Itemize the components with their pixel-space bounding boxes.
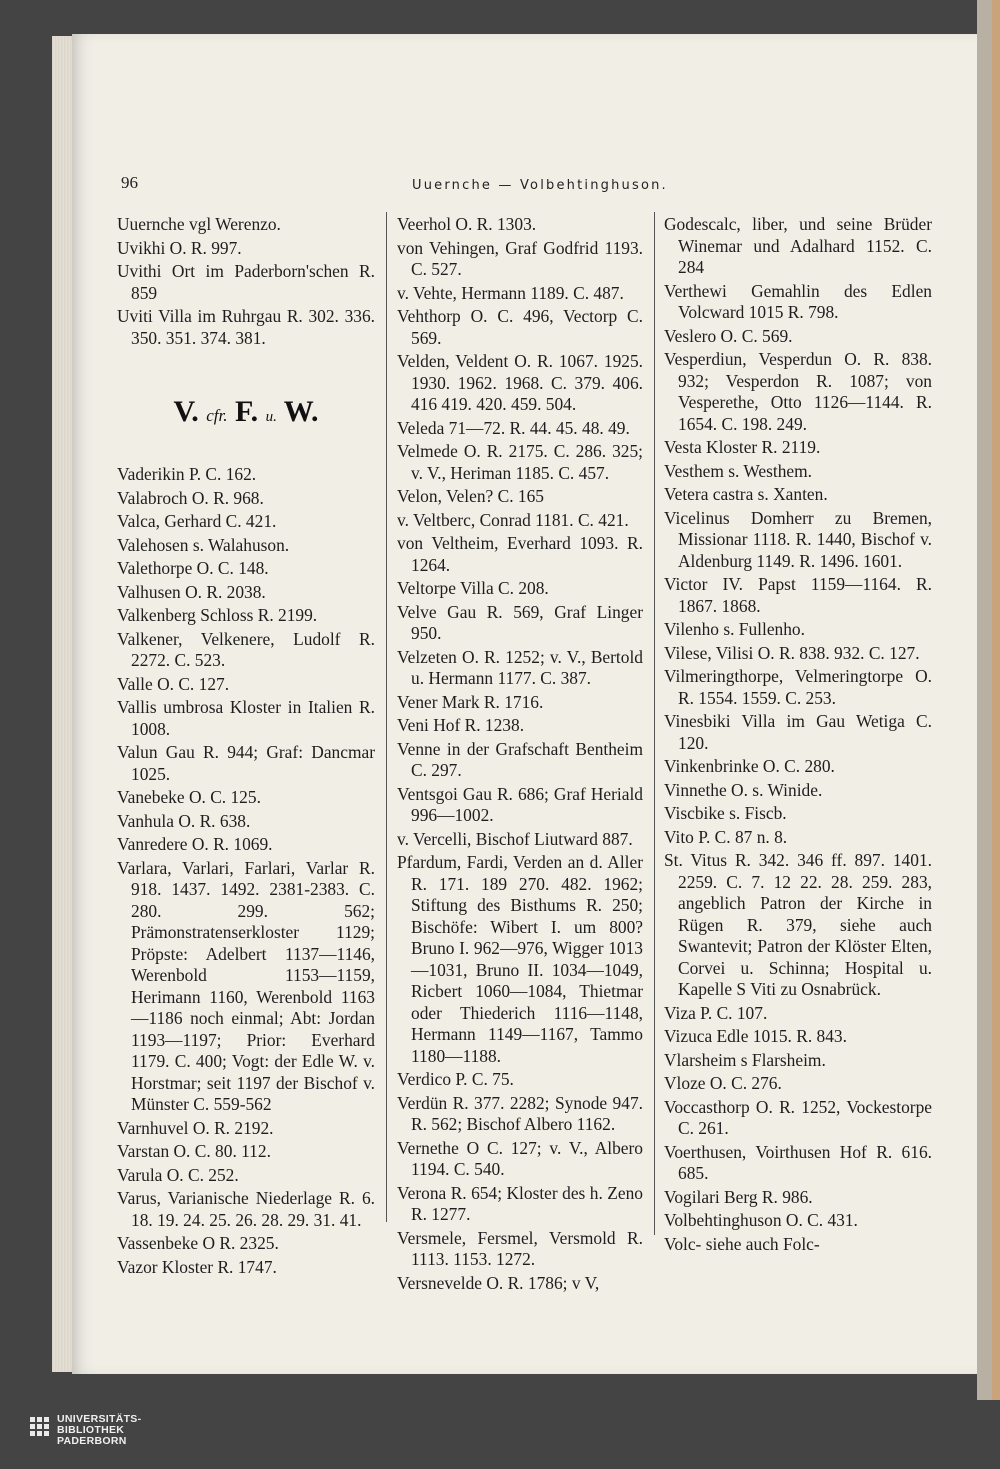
index-entry: Verdün R. 377. 2282; Synode 947. R. 562; Bischof Albero 1162.	[397, 1092, 643, 1134]
index-entry: Versnevelde O. R. 1786; v V,	[397, 1272, 600, 1293]
index-entry: Victor IV. Papst 1159—1164. R. 1867. 1868.	[664, 574, 932, 616]
index-entry: Vinesbiki Villa im Gau Wetiga C. 120.	[664, 711, 932, 753]
index-entry: Veni Hof R. 1238.	[397, 715, 525, 735]
index-entry: Vilese, Vilisi O. R. 838. 932. C. 127.	[664, 642, 920, 663]
index-entry: Vetera castra s. Xanten.	[664, 484, 828, 504]
index-entry: Vanebeke O. C. 125.	[117, 787, 261, 807]
index-entry: Vallis umbrosa Kloster in Italien R. 1008.	[117, 697, 375, 739]
index-entry: Valabroch O. R. 968.	[117, 487, 264, 508]
index-entry: Varus, Varianische Niederlage R. 6. 18. 19. 24. 25. 26. 28. 29. 31. 41.	[117, 1188, 375, 1230]
column-rule-left	[386, 212, 387, 1222]
column-left	[117, 214, 375, 1278]
index-entry: Viscbike s. Fiscb.	[664, 803, 787, 823]
index-entry: Vilenho s. Fullenho.	[664, 619, 805, 639]
page-number: 96	[121, 173, 138, 192]
index-entry: Vloze O. C. 276.	[664, 1073, 782, 1093]
index-entry: Vehthorp O. C. 496, Vectorp C. 569.	[397, 306, 643, 348]
index-entry: Vazor Kloster R. 1747.	[117, 1256, 277, 1277]
index-entry: Vito P. C. 87 n. 8.	[664, 826, 788, 847]
library-logo-mark	[30, 1417, 49, 1436]
index-entry: Verthewi Gemahlin des Edlen Volcward 1015 R. 798.	[664, 280, 932, 322]
library-logo-text	[57, 1414, 141, 1447]
section-heading	[117, 395, 375, 434]
index-entry: Varstan O. C. 80. 112.	[117, 1141, 271, 1161]
index-entry: Valkenberg Schloss R. 2199.	[117, 605, 318, 625]
index-entry: Valca, Gerhard C. 421.	[117, 511, 277, 531]
index-entry: Venne in der Grafschaft Bentheim C. 297.	[397, 738, 643, 780]
library-logo-line-3: PADERBORN	[57, 1435, 127, 1447]
index-entry: Varula O. C. 252.	[117, 1164, 239, 1185]
section-letter: V.	[173, 395, 199, 428]
index-entry: Valethorpe O. C. 148.	[117, 558, 269, 578]
index-entry: Volc- siehe auch Folc-	[664, 1233, 820, 1254]
index-entry: Uvithi Ort im Paderborn'schen R. 859	[117, 261, 375, 303]
index-entry: Valkener, Velkenere, Ludolf R. 2272. C. 523.	[117, 628, 375, 670]
index-entry: v. Vercelli, Bischof Liutward 887.	[397, 828, 633, 849]
index-entry: Voccasthorp O. R. 1252, Vockestorpe C. 261.	[664, 1096, 932, 1138]
library-logo-line-1: UNIVERSITÄTS-	[57, 1413, 142, 1425]
index-entry: Viza P. C. 107.	[664, 1002, 768, 1023]
index-entry: Veltorpe Villa C. 208.	[397, 578, 549, 598]
index-entry: Varlara, Varlari, Farlari, Varlar R. 918. 1437. 1492. 2381-2383. C. 280. 299. 562; Prämonstratenserkloster 1129; Pröpste: Adelbert 1137—1146, Werenbold 1153—1159, Herimann 1160, Werenbold 1163—1186 noch einmal; Abt: Jordan 1193—1197; Prior: Everhard 1179. C. 400; Vogt: der Edle W. v. Horstmar; seit 1197 der Bischof v. Münster C. 559-562	[117, 857, 375, 1114]
section-w: W.	[283, 395, 319, 428]
index-entry: von Vehingen, Graf Godfrid 1193. C. 527.	[397, 237, 643, 279]
section-cfr: cfr.	[206, 406, 228, 425]
index-entry: Varnhuvel O. R. 2192.	[117, 1117, 274, 1138]
index-entry: Verona R. 654; Kloster des h. Zeno R. 1277.	[397, 1182, 643, 1224]
index-entry: v. Vehte, Hermann 1189. C. 487.	[397, 282, 624, 303]
index-entry: Uuernche vgl Werenzo.	[117, 214, 281, 234]
index-entry: Versmele, Fersmel, Versmold R. 1113. 1153. 1272.	[397, 1227, 643, 1269]
index-entry: Volbehtinghuson O. C. 431.	[664, 1210, 858, 1230]
column-right	[664, 214, 932, 1255]
column-left-top-entries	[117, 214, 375, 349]
index-entry: Godescalc, liber, und seine Brüder Winemar und Adalhard 1152. C. 284	[664, 214, 932, 277]
library-logo	[30, 1414, 141, 1447]
index-entry: Vicelinus Domherr zu Bremen, Missionar 1118. R. 1440, Bischof v. Aldenburg 1149. R. 1496. 1601.	[664, 507, 932, 571]
index-entry: Vinkenbrinke O. C. 280.	[664, 756, 835, 776]
index-entry: Velzeten O. R. 1252; v. V., Bertold u. Hermann 1177. C. 387.	[397, 646, 643, 688]
index-entry: Voerthusen, Voirthusen Hof R. 616. 685.	[664, 1141, 932, 1183]
index-entry: Veslero O. C. 569.	[664, 325, 793, 346]
index-entry: Vanhula O. R. 638.	[117, 810, 251, 831]
index-entry: Vanredere O. R. 1069.	[117, 834, 273, 854]
index-entry: Valhusen O. R. 2038.	[117, 581, 266, 602]
index-entry: Uviti Villa im Ruhrgau R. 302. 336. 350. 351. 374. 381.	[117, 306, 375, 348]
index-entry: Vizuca Edle 1015. R. 843.	[664, 1026, 847, 1046]
index-entry: Vesperdiun, Vesperdun O. R. 838. 932; Vesperdon R. 1087; von Vesperethe, Otto 1126—1144. R. 1654. C. 198. 249.	[664, 349, 932, 434]
library-logo-line-2: BIBLIOTHEK	[57, 1424, 125, 1436]
index-entry: Vesta Kloster R. 2119.	[664, 437, 821, 457]
column-middle	[397, 214, 643, 1294]
index-entry: Vaderikin P. C. 162.	[117, 464, 257, 484]
index-entry: Vesthem s. Westhem.	[664, 460, 813, 481]
index-entry: Ventsgoi Gau R. 686; Graf Herіald 996—1002.	[397, 783, 643, 825]
index-entry: Vener Mark R. 1716.	[397, 691, 544, 712]
index-entry: Vlarsheim s Flarsheim.	[664, 1049, 826, 1070]
index-entry: Velden, Veldent O. R. 1067. 1925. 1930. 1962. 1968. C. 379. 406. 416 419. 420. 459. 504.	[397, 351, 643, 414]
index-entry: Vilmeringthorpe, Velmeringtorpe O. R. 1554. 1559. C. 253.	[664, 666, 932, 708]
page-leaves-edge	[52, 36, 74, 1372]
index-entry: Veerhol O. R. 1303.	[397, 214, 537, 234]
index-entry: St. Vitus R. 342. 346 ff. 897. 1401. 2259. C. 7. 12 22. 28. 259. 283, angeblich Patron der Kirche in Rügen R. 379, siehe auch Swantevit; Patron der Klöster Elten, Corvei u. Schinna; Hospital u. Kapelle S Viti zu Osnabrück.	[664, 850, 932, 999]
index-entry: v. Veltberc, Conrad 1181. C. 421.	[397, 509, 629, 530]
index-entry: Velve Gau R. 569, Graf Linger 950.	[397, 601, 643, 643]
index-entry: Vernethe O C. 127; v. V., Albero 1194. C. 540.	[397, 1137, 643, 1179]
index-entry: Verdico P. C. 75.	[397, 1069, 514, 1089]
column-left-bottom-entries	[117, 464, 375, 1278]
section-f: F.	[235, 395, 259, 428]
index-entry: Vinnethe O. s. Winide.	[664, 779, 823, 800]
index-entry: Vogilari Berg R. 986.	[664, 1186, 813, 1207]
index-entry: Velon, Velen? C. 165	[397, 486, 544, 506]
section-u: u.	[265, 409, 277, 425]
index-entry: Vassenbeke O R. 2325.	[117, 1233, 279, 1253]
index-entry: Pfardum, Fardi, Verden an d. Aller R. 171. 189 270. 482. 1962; Stiftung des Bisthums R. 250; Bischöfe: Wibert I. um 800? Bruno I. 962—976, Wigger 1013—1031, Bruno II. 1034—1049, Ricbert 1060—1084, Thietmar oder Thiederich 1116—1148, Hermann 1149—1167, Tammo 1180—1188.	[397, 852, 643, 1066]
index-entry: Valle O. C. 127.	[117, 673, 230, 694]
column-rule-right	[654, 212, 655, 1235]
running-head: Uuernche — Volbehtinghuson.	[412, 178, 668, 193]
page-edge-strip	[992, 0, 1000, 1400]
index-entry: Velmede O. R. 2175. C. 286. 325; v. V., Heriman 1185. C. 457.	[397, 441, 643, 483]
index-entry: Valehosen s. Walahuson.	[117, 534, 290, 555]
index-entry: Veleda 71—72. R. 44. 45. 48. 49.	[397, 417, 630, 438]
index-entry: Uvikhi O. R. 997.	[117, 237, 242, 258]
index-entry: Valun Gau R. 944; Graf: Dancmar 1025.	[117, 742, 375, 784]
index-entry: von Veltheim, Everhard 1093. R. 1264.	[397, 533, 643, 575]
